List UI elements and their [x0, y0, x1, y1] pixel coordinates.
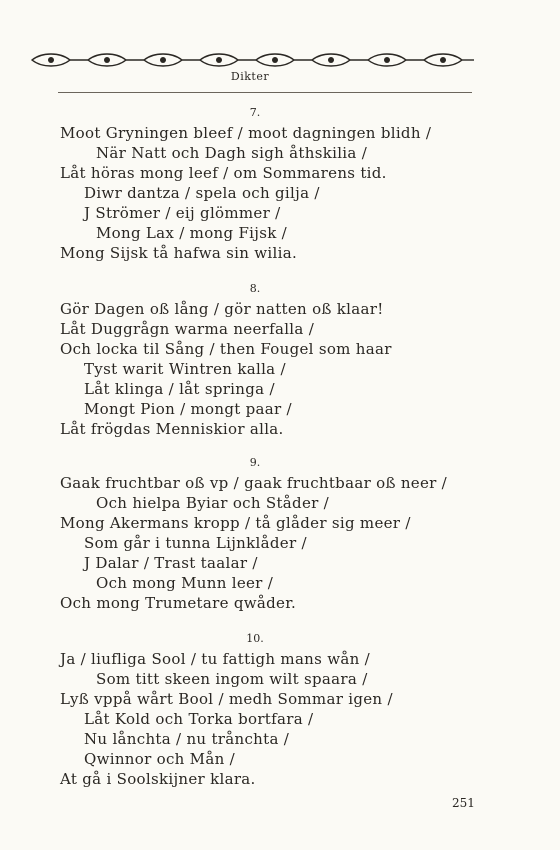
- verse-line: J Strömer / eij glömmer /: [84, 204, 281, 222]
- verse-line: Mong Lax / mong Fijsk /: [96, 224, 288, 242]
- verse-line: Låt Kold och Torka bortfara /: [84, 710, 314, 728]
- verse-line: Och mong Trumetare qwåder.: [60, 594, 297, 612]
- decorative-border-ornament: [30, 52, 475, 68]
- verse-line: Låt Duggrågn warma neerfalla /: [60, 320, 315, 338]
- verse-line: J Dalar / Trast taalar /: [84, 554, 258, 572]
- verse-line: Låt frögdas Menniskior alla.: [60, 420, 284, 438]
- verse-line: Qwinnor och Mån /: [84, 750, 235, 768]
- header-rule: [58, 92, 472, 93]
- page-number: 251: [452, 796, 475, 810]
- verse-line: Mong Sijsk tå hafwa sin wilia.: [60, 244, 298, 262]
- stanza-number: 7.: [249, 106, 261, 119]
- verse-line: At gå i Soolskijner klara.: [60, 770, 256, 788]
- verse-line: När Natt och Dagh sigh åthskilia /: [96, 144, 368, 162]
- verse-line: Mongt Pion / mongt paar /: [84, 400, 292, 418]
- verse-line: Som titt skeen ingom wilt spaara /: [96, 670, 368, 688]
- stanza-number: 8.: [249, 282, 261, 295]
- verse-line: Och hielpa Byiar och Ståder /: [96, 494, 330, 512]
- verse-line: Som går i tunna Lijnklåder /: [84, 534, 307, 552]
- stanza-number: 9.: [249, 456, 261, 469]
- verse-line: Låt klinga / låt springa /: [84, 380, 275, 398]
- verse-line: Och locka til Sång / then Fougel som haar: [60, 340, 392, 358]
- verse-line: Och mong Munn leer /: [96, 574, 274, 592]
- running-head: Dikter: [230, 70, 270, 83]
- verse-line: Diwr dantza / spela och gilja /: [84, 184, 320, 202]
- verse-line: Moot Gryningen bleef / moot dagningen blidh /: [60, 124, 432, 142]
- verse-line: Lyß vppå wårt Bool / medh Sommar igen /: [60, 690, 393, 708]
- verse-line: Låt höras mong leef / om Sommarens tid.: [60, 164, 387, 182]
- verse-line: Gör Dagen oß lång / gör natten oß klaar!: [60, 300, 384, 318]
- verse-line: Ja / liufliga Sool / tu fattigh mans wån /: [60, 650, 370, 668]
- verse-line: Tyst warit Wintren kalla /: [84, 360, 286, 378]
- verse-line: Nu lånchta / nu trånchta /: [84, 730, 290, 748]
- verse-line: Mong Akermans kropp / tå glåder sig meer /: [60, 514, 411, 532]
- stanza-number: 10.: [246, 632, 264, 645]
- verse-line: Gaak fruchtbar oß vp / gaak fruchtbaar oß neer /: [60, 474, 448, 492]
